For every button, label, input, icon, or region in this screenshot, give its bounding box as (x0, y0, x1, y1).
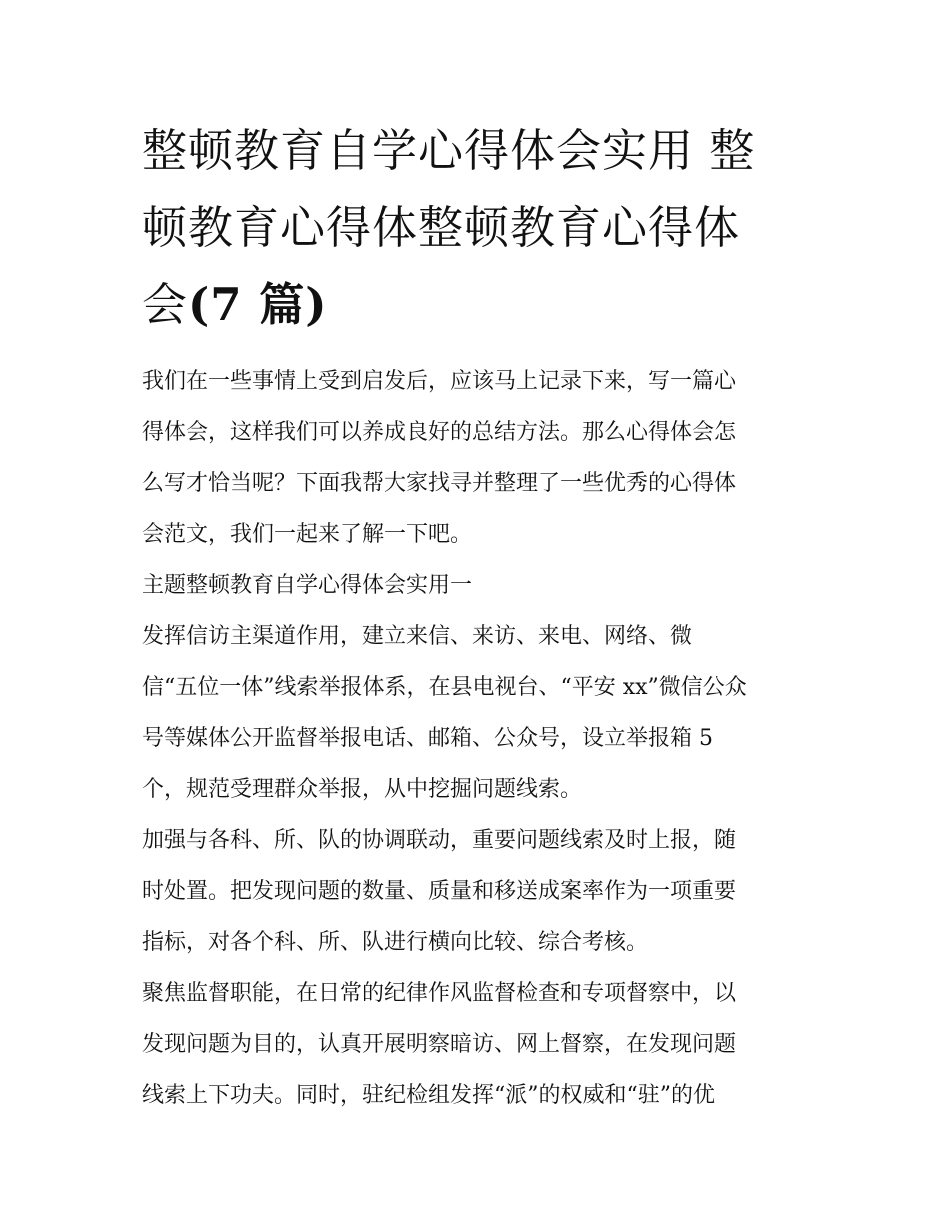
body-paragraph (142, 968, 822, 1121)
body-paragraph (142, 815, 822, 968)
text-line: 时处置。把发现问题的数量、质量和移送成案率作为一项重要 (142, 879, 737, 904)
document-body (142, 356, 822, 1121)
text-line: 号等媒体公开监督举报电话、邮箱、公众号，设立举报箱 5 (142, 726, 713, 751)
intro-paragraph (142, 356, 822, 560)
text-line: 主题整顿教育自学心得体会实用一 (142, 573, 473, 598)
text-line: 发挥信访主渠道作用，建立来信、来访、来电、网络、微 (142, 624, 693, 649)
text-line: 得体会，这样我们可以养成良好的总结方法。那么心得体会怎 (142, 420, 737, 445)
text-line: 么写才恰当呢？下面我帮大家找寻并整理了一些优秀的心得体 (142, 471, 737, 496)
title-line-text: 会 (142, 278, 189, 331)
text-line: 信“五位一体”线索举报体系，在县电视台、“平安 xx”微信公众 (142, 675, 747, 700)
title-line (142, 266, 822, 343)
body-paragraph (142, 611, 822, 815)
text-line: 聚焦监督职能，在日常的纪律作风监督检查和专项督察中，以 (142, 981, 737, 1006)
text-line: 线索上下功夫。同时，驻纪检组发挥“派”的权威和“驻”的优 (142, 1083, 715, 1108)
title-count: (7 篇) (188, 278, 328, 331)
text-line: 个，规范受理群众举报，从中挖掘问题线索。 (142, 777, 583, 802)
text-line: 发现问题为目的，认真开展明察暗访、网上督察，在发现问题 (142, 1032, 737, 1057)
text-line: 会范文，我们一起来了解一下吧。 (142, 522, 473, 547)
text-line: 指标，对各个科、所、队进行横向比较、综合考核。 (142, 930, 649, 955)
title-line: 整顿教育自学心得体会实用 整 (142, 124, 756, 177)
document-title (142, 112, 822, 343)
text-line: 加强与各科、所、队的协调联动，重要问题线索及时上报，随 (142, 828, 737, 853)
title-line: 顿教育心得体整顿教育心得体 (142, 201, 741, 254)
section-heading (142, 560, 822, 611)
text-line: 我们在一些事情上受到启发后，应该马上记录下来，写一篇心 (142, 369, 737, 394)
